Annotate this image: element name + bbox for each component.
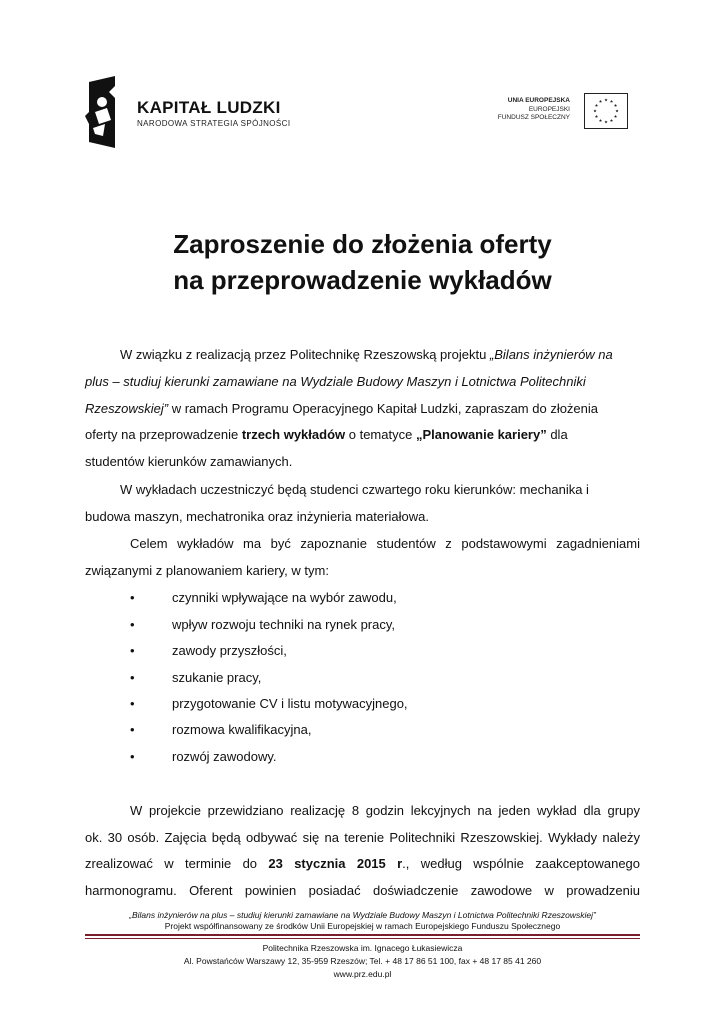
- footer-divider-thin: [85, 938, 640, 939]
- title-line-2: na przeprowadzenie wykładów: [173, 265, 552, 295]
- p1-line-3: Rzeszowskiej” w ramach Programu Operacyjnego Kapitał Ludzki, zapraszam do złożenia: [85, 401, 599, 416]
- kapital-ludzki-logo: [85, 76, 291, 148]
- footer-website[interactable]: www.prz.edu.pl: [333, 969, 392, 979]
- p1-line-5: studentów kierunków zamawianych.: [85, 454, 293, 469]
- eu-logo-line2: EUROPEJSKI: [528, 105, 570, 113]
- p1-line-2: plus – studiuj kierunki zamawiane na Wydziale Budowy Maszyn i Lotnictwa Politechniki: [85, 374, 586, 389]
- bullet-marker: •: [130, 696, 135, 711]
- p1-line-1: W związku z realizacją przez Politechnikę Rzeszowską projektu „Bilans inżynierów na: [120, 347, 613, 362]
- list-item: rozwój zawodowy.: [172, 749, 277, 764]
- list-item: zawody przyszłości,: [172, 643, 287, 658]
- list-item: wpływ rozwoju techniki na rynek pracy,: [172, 617, 396, 632]
- p3-line-1: Celem wykładów ma być zapoznanie studentów z podstawowymi zagadnieniami: [130, 536, 640, 551]
- footer-funding: Projekt współfinansowany ze środków Unii Europejskiej w ramach Europejskiego Funduszu Społecznego: [164, 921, 561, 931]
- list-item: przygotowanie CV i listu motywacyjnego,: [172, 696, 408, 711]
- eu-logo: [497, 93, 632, 131]
- bullet-marker: •: [130, 617, 135, 632]
- p1-line-4: oferty na przeprowadzenie trzech wykładów o tematyce „Planowanie kariery” dla: [85, 427, 568, 442]
- kapital-ludzki-emblem-icon: [85, 76, 119, 148]
- list-item: szukanie pracy,: [172, 670, 262, 685]
- document-title: [0, 226, 725, 298]
- eu-logo-line1: UNIA EUROPEJSKA: [507, 97, 570, 104]
- footer-address: Al. Powstańców Warszawy 12, 35-959 Rzeszów; Tel. + 48 17 86 51 100, fax + 48 17 85 41 260: [183, 956, 542, 966]
- eu-flag-icon: [584, 93, 628, 129]
- p4-line-4: harmonogramu. Oferent powinien posiadać doświadczenie zawodowe w prowadzeniu: [85, 883, 640, 898]
- bullet-marker: •: [130, 749, 135, 764]
- footer-institution: Politechnika Rzeszowska im. Ignacego Łukasiewicza: [262, 943, 463, 953]
- p4-line-2: ok. 30 osób. Zajęcia będą odbywać się na terenie Politechniki Rzeszowskiej. Wykłady należy: [85, 830, 640, 845]
- p2-line-1: W wykładach uczestniczyć będą studenci czwartego roku kierunków: mechanika i: [120, 482, 589, 497]
- bullet-marker: •: [130, 643, 135, 658]
- eu-logo-text: [498, 97, 570, 123]
- title-line-1: Zaproszenie do złożenia oferty: [173, 229, 552, 259]
- p2-line-2: budowa maszyn, mechatronika oraz inżynieria materiałowa.: [85, 509, 429, 524]
- logo-title: KAPITAŁ LUDZKI: [137, 98, 281, 117]
- list-item: rozmowa kwalifikacyjna,: [172, 722, 312, 737]
- footer-project-name: „Bilans inżynierów na plus – studiuj kierunki zamawiane na Wydziale Budowy Maszyn i Lotnictwa Politechniki Rzeszowskiej”: [129, 910, 596, 920]
- bullet-marker: •: [130, 590, 135, 605]
- logo-subtitle: NARODOWA STRATEGIA SPÓJNOŚCI: [137, 119, 291, 128]
- p4-line-3: zrealizować w terminie do 23 stycznia 2015 r., według wspólnie zaakceptowanego: [85, 856, 641, 871]
- eu-logo-line3: FUNDUSZ SPOŁECZNY: [497, 114, 570, 121]
- p3-line-2: związanymi z planowaniem kariery, w tym:: [85, 563, 329, 578]
- footer-divider: [85, 934, 640, 936]
- p4-line-1: W projekcie przewidziano realizację 8 godzin lekcyjnych na jeden wykład dla grupy: [130, 803, 640, 818]
- bullet-marker: •: [130, 722, 135, 737]
- list-item: czynniki wpływające na wybór zawodu,: [172, 590, 397, 605]
- bullet-marker: •: [130, 670, 135, 685]
